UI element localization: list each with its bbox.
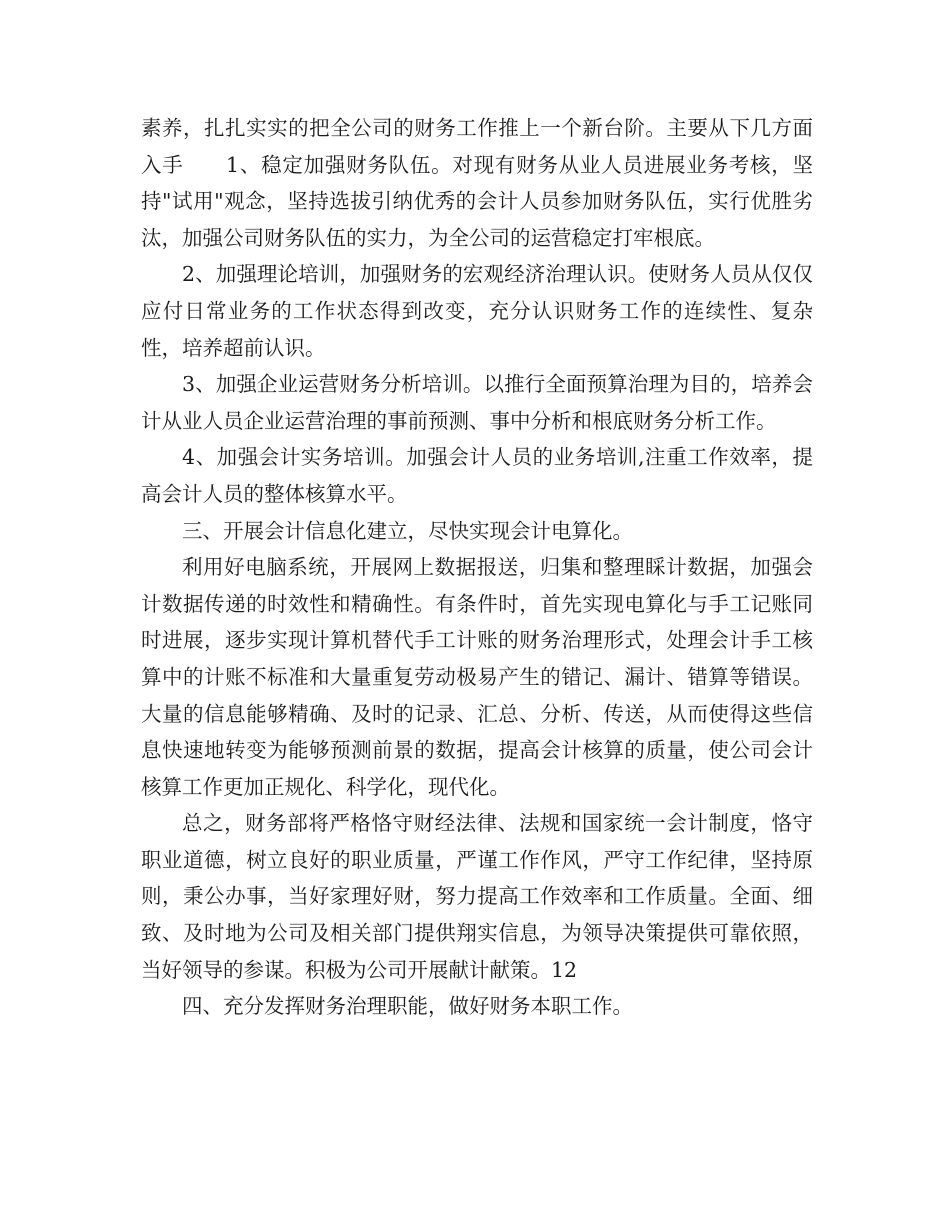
paragraph-6: 总之，财务部将严格恪守财经法律、法规和国家统一会计制度，恪守职业道德，树立良好的职业质量，严谨工作作风，严守工作纪律，坚持原则，秉公办事，当好家理好财，努力提高工作效率和工作质量。全面、细致、及时地为公司及相关部门提供翔实信息，为领导决策提供可靠依照，当好领导的参谋。积极为公司开展献计献策。12: [141, 811, 813, 982]
section-heading-4: 四、充分发挥财务治理职能，做好财务本职工作。: [182, 994, 633, 1019]
section-heading-3: 三、开展会计信息化建立，尽快实现会计电算化。: [182, 518, 633, 543]
paragraph-1: 素养，扎扎实实的把全公司的财务工作推上一个新台阶。主要从下几方面入手 1、稳定加强财务队伍。对现有财务从业人员进展业务考核，坚持"试用"观念，坚持选拔引纳优秀的会计人员参加财务队伍，实行优胜劣汰，加强公司财务队伍的实力，为全公司的运营稳定打牢根底。: [141, 116, 813, 250]
paragraph-5: 利用好电脑系统，开展网上数据报送，归集和整理睬计数据，加强会计数据传递的时效性和精确性。有条件时，首先实现电算化与手工记账同时进展，逐步实现计算机替代手工计账的财务治理形式，处理会计手工核算中的计账不标准和大量重复劳动极易产生的错记、漏计、错算等错误。大量的信息能够精确、及时的记录、汇总、分析、传送，从而使得这些信息快速地转变为能够预测前景的数据，提高会计核算的质量，使公司会计核算工作更加正规化、科学化，现代化。: [141, 555, 813, 799]
paragraph-3: 3、加强企业运营财务分析培训。以推行全面预算治理为目的，培养会计从业人员企业运营治理的事前预测、事中分析和根底财务分析工作。: [141, 372, 813, 433]
document-body: [141, 110, 813, 1025]
paragraph-2: 2、加强理论培训，加强财务的宏观经济治理认识。使财务人员从仅仅应付日常业务的工作状态得到改变，充分认识财务工作的连续性、复杂性，培养超前认识。: [141, 262, 813, 360]
paragraph-4: 4、加强会计实务培训。加强会计人员的业务培训,注重工作效率，提高会计人员的整体核算水平。: [141, 445, 813, 506]
